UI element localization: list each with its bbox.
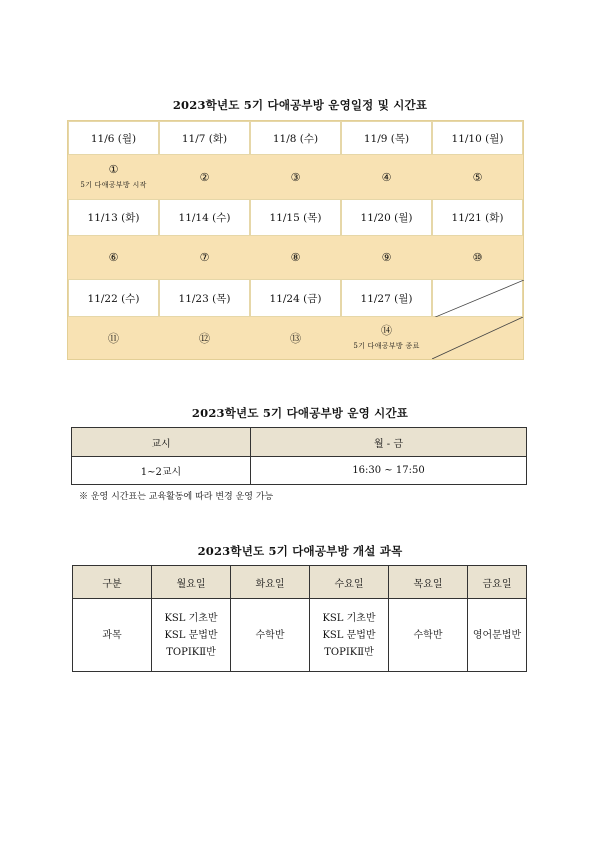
subject-item: KSL 기초반	[322, 612, 376, 624]
session-cell	[432, 155, 523, 199]
session-cell	[341, 155, 432, 199]
date-cell: 11/9 (목)	[341, 121, 432, 155]
subjects-table	[72, 565, 527, 672]
date-cell: 11/8 (수)	[250, 121, 341, 155]
session-cell	[159, 317, 250, 359]
monday-subjects	[152, 599, 231, 672]
empty-session-cell	[432, 317, 523, 359]
session-number: ⑭	[381, 324, 392, 337]
subject-item: KSL 기초반	[164, 612, 218, 624]
session-cell	[250, 317, 341, 359]
session-cell	[341, 236, 432, 279]
schedule-title: 2023학년도 5기 다애공부방 운영일정 및 시간표	[172, 98, 428, 112]
session-number: ⑦	[199, 251, 210, 264]
session-note: 5기 다애공부방 시작	[80, 181, 147, 189]
date-cell: 11/15 (목)	[250, 199, 341, 236]
session-number: ⑪	[108, 331, 119, 345]
session-cell	[250, 155, 341, 199]
session-number: ⑤	[472, 170, 483, 184]
diagonal-line	[432, 317, 523, 359]
session-cell	[432, 236, 523, 279]
session-cell	[68, 317, 159, 359]
subject-item: 수학반	[255, 629, 285, 641]
period-header: 교시	[72, 428, 251, 457]
session-number: ⑫	[199, 331, 210, 345]
wednesday-header: 수요일	[310, 566, 389, 599]
wednesday-subjects	[310, 599, 389, 672]
timetable	[71, 427, 527, 485]
category-header: 구분	[73, 566, 152, 599]
subject-item: KSL 문법반	[322, 629, 376, 641]
session-number: ⑩	[472, 251, 483, 264]
thursday-header: 목요일	[389, 566, 468, 599]
tuesday-subjects	[231, 599, 310, 672]
days-header: 월 - 금	[251, 428, 527, 457]
session-number: ⑬	[290, 331, 301, 345]
session-cell	[159, 236, 250, 279]
subject-item: TOPIKⅡ반	[324, 646, 374, 658]
row-label: 과목	[73, 599, 152, 672]
period-cell: 1~2교시	[72, 457, 251, 485]
date-cell: 11/21 (화)	[432, 199, 523, 236]
session-cell	[250, 236, 341, 279]
monday-header: 월요일	[152, 566, 231, 599]
session-number: ⑥	[108, 251, 119, 264]
subject-item: KSL 문법반	[164, 629, 218, 641]
session-cell	[159, 155, 250, 199]
date-cell: 11/20 (월)	[341, 199, 432, 236]
date-cell: 11/6 (월)	[68, 121, 159, 155]
session-cell	[68, 236, 159, 279]
empty-date-cell	[432, 279, 523, 317]
subjects-row	[73, 599, 527, 672]
session-number: ⑧	[290, 251, 301, 264]
date-cell: 11/13 (화)	[68, 199, 159, 236]
subjects-header-row	[73, 566, 527, 599]
date-cell: 11/23 (목)	[159, 279, 250, 317]
timetable-header-row	[72, 428, 527, 457]
session-number: ④	[381, 170, 392, 184]
date-cell: 11/14 (수)	[159, 199, 250, 236]
date-cell: 11/7 (화)	[159, 121, 250, 155]
timetable-title: 2023학년도 5기 다애공부방 운영 시간표	[191, 406, 409, 420]
timetable-row	[72, 457, 527, 485]
subject-item: TOPIKⅡ반	[166, 646, 216, 658]
session-number: ⑨	[381, 251, 392, 264]
subjects-title: 2023학년도 5기 다애공부방 개설 과목	[197, 544, 403, 558]
tuesday-header: 화요일	[231, 566, 310, 599]
thursday-subjects	[389, 599, 468, 672]
session-number: ②	[199, 170, 210, 184]
session-note: 5기 다애공부방 종료	[353, 342, 420, 350]
date-cell: 11/27 (월)	[341, 279, 432, 317]
session-number: ①	[108, 163, 119, 176]
timetable-remark: ※ 운영 시간표는 교육활동에 따라 변경 운영 가능	[79, 492, 274, 502]
session-cell	[68, 155, 159, 199]
subject-item: 영어문법반	[472, 629, 522, 641]
date-cell: 11/24 (금)	[250, 279, 341, 317]
date-cell: 11/22 (수)	[68, 279, 159, 317]
friday-subjects	[468, 599, 527, 672]
session-number: ③	[290, 170, 301, 184]
friday-header: 금요일	[468, 566, 527, 599]
time-cell: 16:30 ~ 17:50	[251, 457, 527, 485]
schedule-calendar	[67, 120, 524, 360]
diagonal-line	[433, 280, 524, 318]
subject-item: 수학반	[413, 629, 443, 641]
session-cell	[341, 317, 432, 359]
date-cell: 11/10 (월)	[432, 121, 523, 155]
